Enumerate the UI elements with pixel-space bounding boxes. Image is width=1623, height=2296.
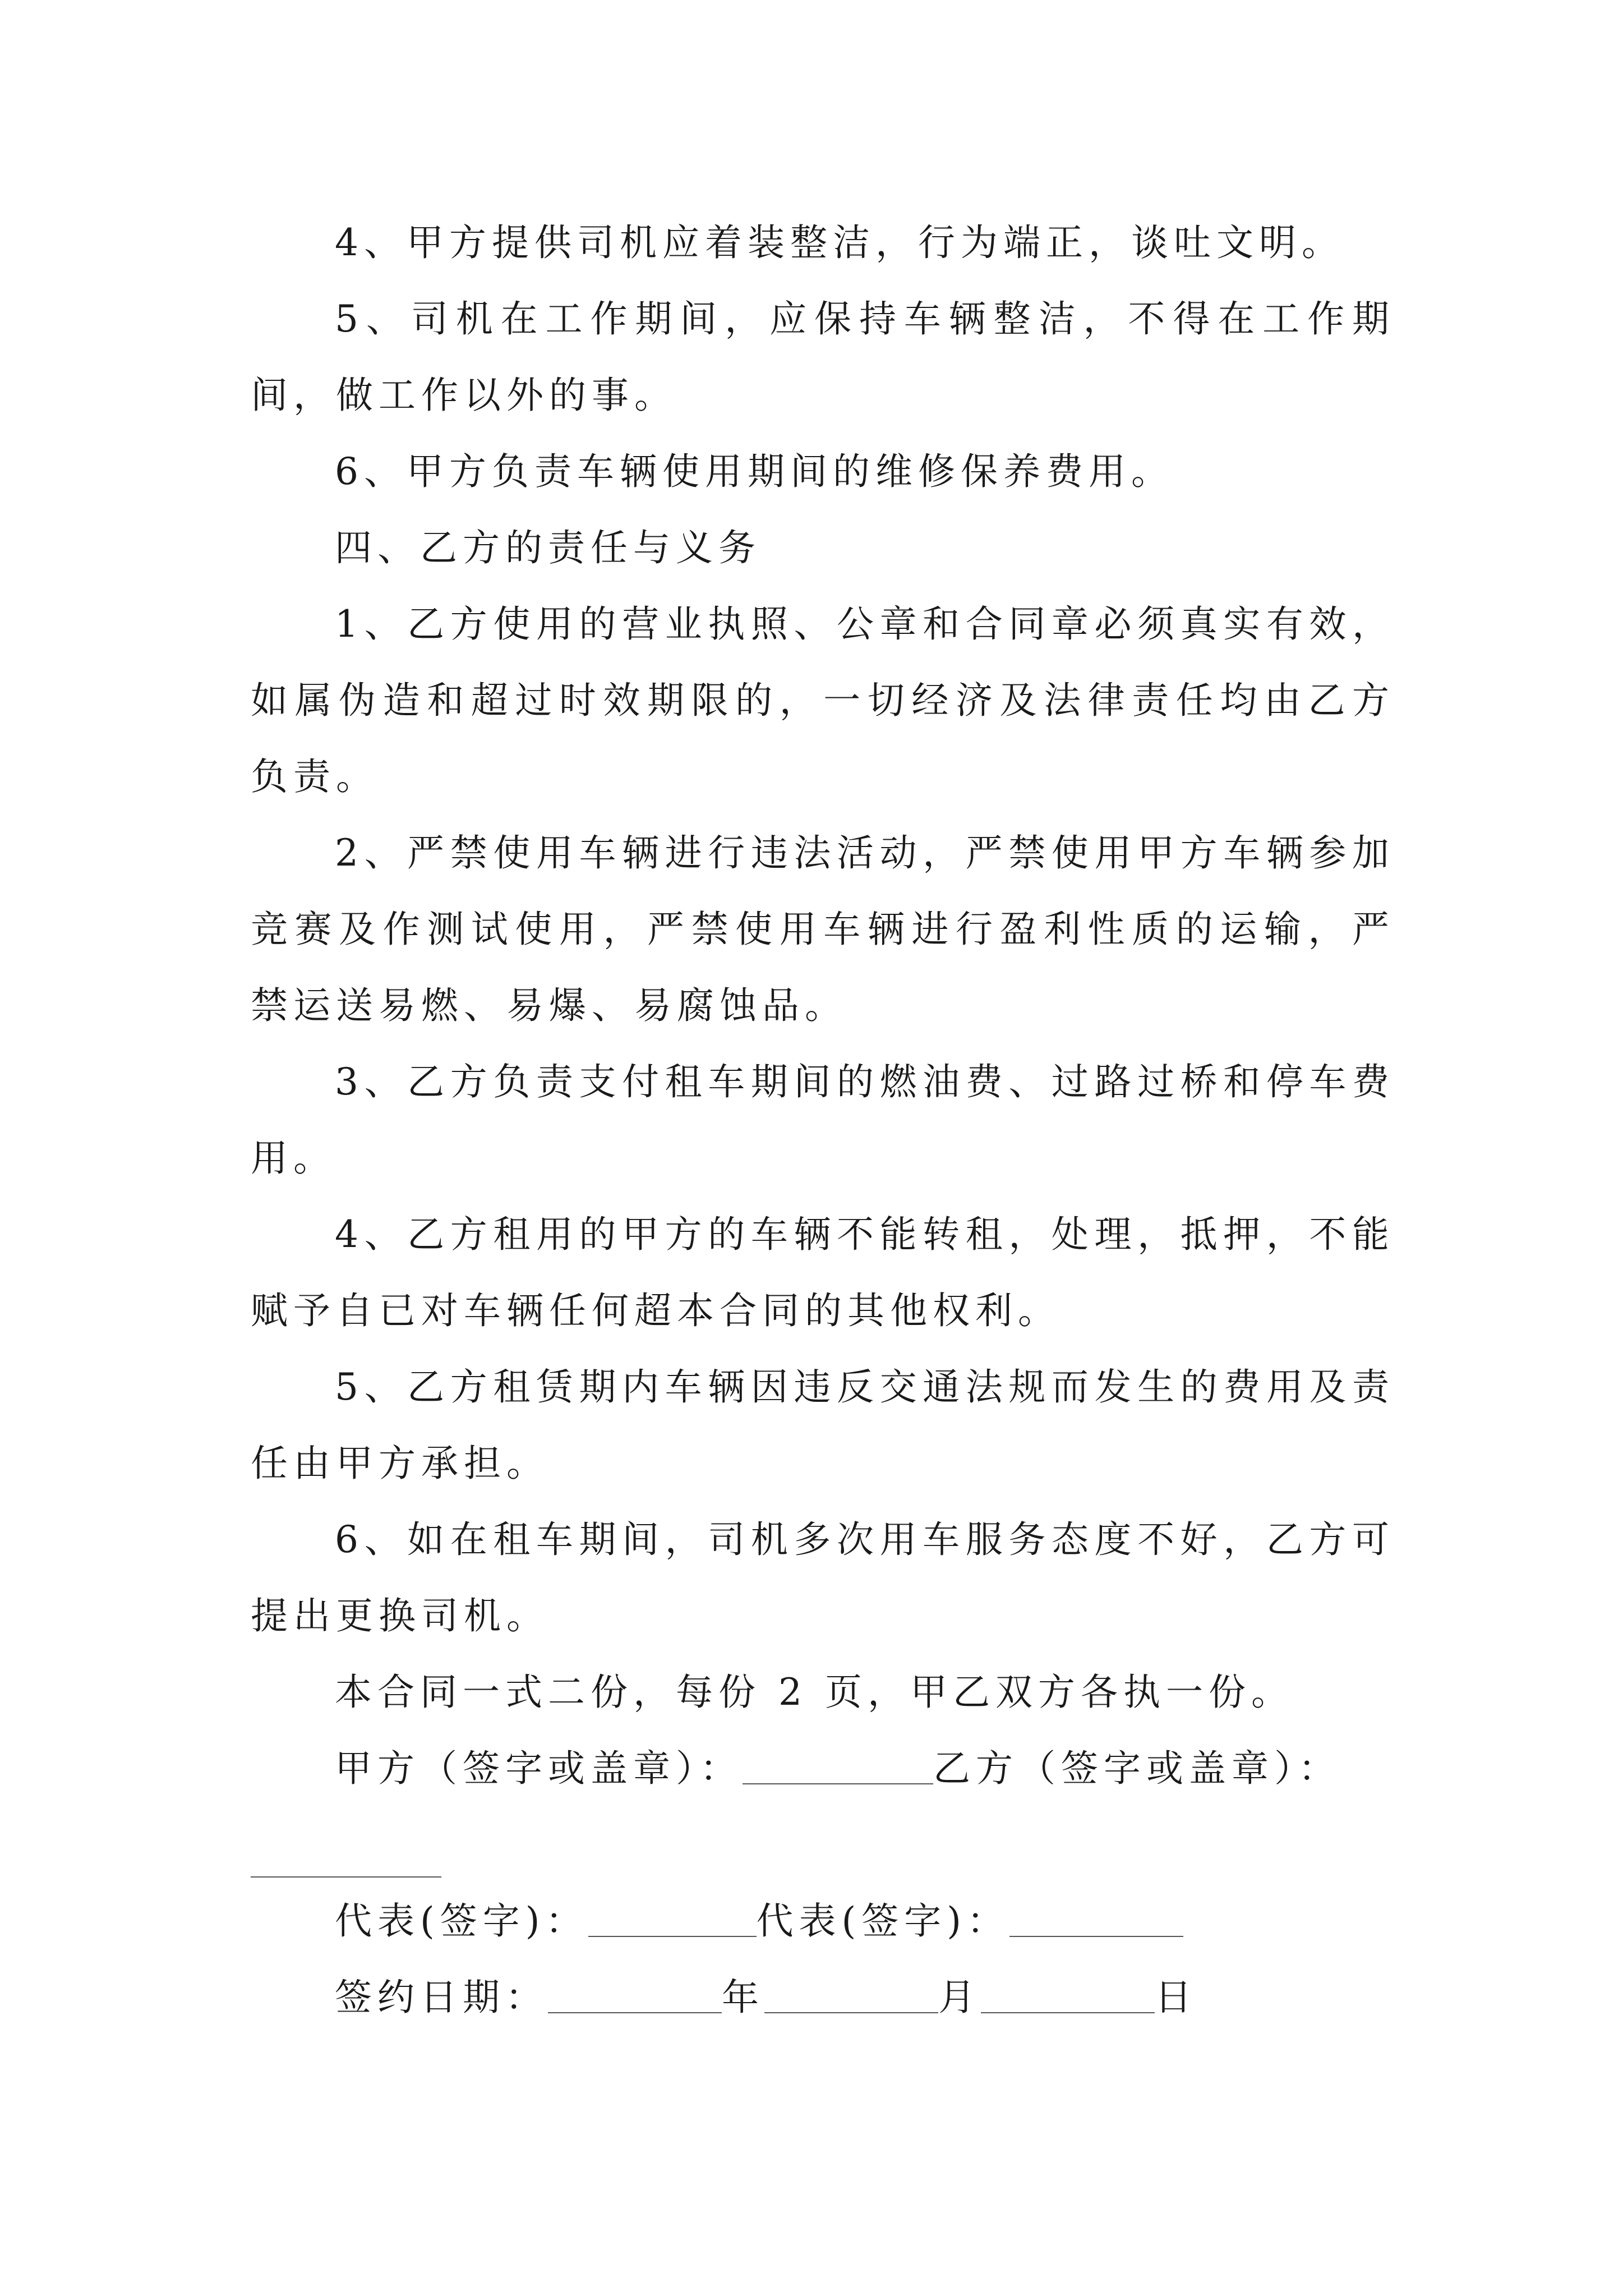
rep-a-signature-blank <box>588 1902 757 1937</box>
party-b-label: 乙方（签字或盖章）： <box>933 1747 1341 1790</box>
month-label: 月 <box>938 1976 981 2019</box>
clause-b4: 4、乙方租用的甲方的车辆不能转租，处理，抵押，不能赋予自已对车辆任何超本合同的其他权利。 <box>251 1213 1395 1332</box>
rep-b-signature-blank <box>1009 1902 1183 1937</box>
year-label: 年 <box>722 1976 764 2019</box>
party-a-signature-blank <box>743 1750 933 1784</box>
clause-b6: 6、如在租车期间，司机多次用车服务态度不好，乙方可提出更换司机。 <box>251 1518 1395 1637</box>
signing-date-line <box>251 1959 1395 2036</box>
clause-b5: 5、乙方租赁期内车辆因违反交通法规而发生的费用及责任由甲方承担。 <box>251 1365 1395 1485</box>
section-heading-party-b: 四、乙方的责任与义务 <box>335 526 761 569</box>
party-b-signature-blank <box>251 1876 441 1878</box>
clause-a4: 4、甲方提供司机应着装整洁，行为端正，谈吐文明。 <box>335 221 1344 264</box>
day-label: 日 <box>1155 1976 1197 2019</box>
month-blank <box>764 1978 938 2013</box>
party-signature-line <box>251 1731 1395 1807</box>
representative-signature-line <box>251 1883 1395 1959</box>
clause-b1: 1、乙方使用的营业执照、公章和合同章必须真实有效，如属伪造和超过时效期限的，一切经济及法律责任均由乙方负责。 <box>251 602 1395 798</box>
rep-b-label: 代表(签字)： <box>756 1899 1009 1943</box>
year-blank <box>548 1978 722 2013</box>
clause-a5: 5、司机在工作期间，应保持车辆整洁，不得在工作期间，做工作以外的事。 <box>251 297 1395 417</box>
party-a-label: 甲方（签字或盖章）： <box>335 1747 743 1790</box>
day-blank <box>981 1978 1155 2013</box>
date-label: 签约日期： <box>335 1976 548 2019</box>
copies-statement: 本合同一式二份，每份 2 页，甲乙双方各执一份。 <box>335 1671 1294 1714</box>
rep-a-label: 代表(签字)： <box>335 1899 588 1943</box>
clause-a6: 6、甲方负责车辆使用期间的维修保养费用。 <box>335 450 1174 493</box>
clause-b2: 2、严禁使用车辆进行违法活动，严禁使用甲方车辆参加竞赛及作测试使用，严禁使用车辆进行盈利性质的运输，严禁运送易燃、易爆、易腐蚀品。 <box>251 831 1395 1027</box>
clause-b3: 3、乙方负责支付租车期间的燃油费、过路过桥和停车费用。 <box>251 1060 1395 1180</box>
